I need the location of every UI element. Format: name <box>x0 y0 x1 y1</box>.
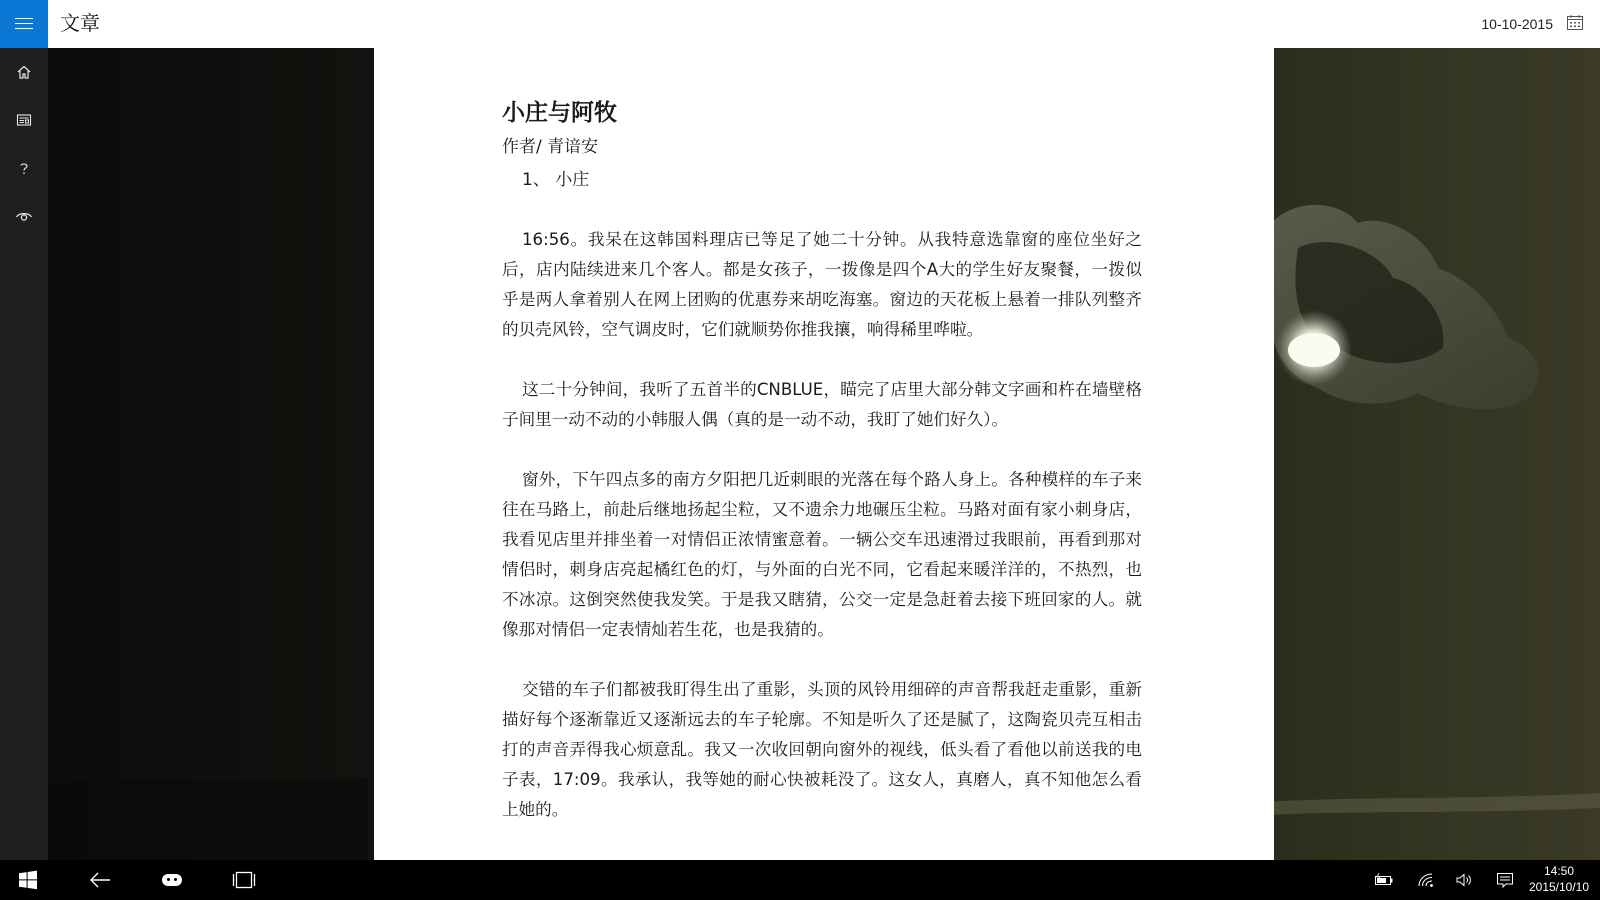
battery-icon <box>1374 873 1394 887</box>
back-arrow-icon <box>89 871 111 889</box>
article-paragraph: 这二十分钟间，我听了五首半的CNBLUE，瞄完了店里大部分韩文字画和杵在墙壁格子间里一动不动的小韩服人偶（真的是一动不动，我盯了她们好久）。 <box>502 380 1142 429</box>
article-section-heading: 1、 小庄 <box>522 170 590 190</box>
nav-rail <box>0 48 48 860</box>
calendar-icon[interactable] <box>1566 14 1584 32</box>
nav-view-button[interactable] <box>0 192 48 240</box>
taskbar-clock[interactable] <box>1524 863 1594 895</box>
nav-news-button[interactable] <box>0 96 48 144</box>
task-view-icon <box>232 870 256 890</box>
task-view-button[interactable] <box>220 860 268 900</box>
article-paragraph: 交错的车子们都被我盯得生出了重影，头顶的风铃用细碎的声音帮我赶走重影，重新描好每个逐渐靠近又逐渐远去的车子轮廓。不知是听久了还是腻了，这陶瓷贝壳互相击打的声音弄得我心烦意乱。我又一次收回朝向窗外的视线，低头看了看他以前送我的电子表，17:09。我承认，我等她的耐心快被耗没了。这女人，真磨人，真不知他怎么看上她的。 <box>502 680 1142 819</box>
action-center-tray[interactable] <box>1490 860 1520 900</box>
nav-home-button[interactable] <box>0 48 48 96</box>
hamburger-menu-button[interactable] <box>0 0 48 48</box>
home-icon <box>16 64 32 80</box>
volume-tray[interactable] <box>1449 860 1479 900</box>
article-author: 作者/ 青谙安 <box>502 137 599 157</box>
cortana-icon <box>160 871 184 889</box>
network-tray[interactable] <box>1411 860 1441 900</box>
clock-time: 14:50 <box>1543 864 1575 878</box>
article-content <box>502 96 1142 855</box>
news-icon <box>16 112 32 128</box>
taskbar <box>0 860 1600 900</box>
eye-icon <box>15 208 33 224</box>
windows-logo-icon <box>18 870 38 890</box>
article-paragraph: 窗外，下午四点多的南方夕阳把几近刺眼的光落在每个路人身上。各种模样的车子来往在马路上，前赴后继地扬起尘粒，又不遗余力地碾压尘粒。马路对面有家小刺身店，我看见店里并排坐着一对情侣正浓情蜜意着。一辆公交车迅速滑过我眼前，再看到那对情侣时，刺身店亮起橘红色的灯，与外面的白光不同，它看起来暖洋洋的，不热烈，也不冰凉。这倒突然使我发笑。于是我又瞎猜，公交一定是急赶着去接下班回家的人。就像那对情侣一定表情灿若生花，也是我猜的。 <box>502 470 1142 639</box>
action-center-icon <box>1496 872 1514 888</box>
battery-tray[interactable] <box>1369 860 1399 900</box>
article-page <box>374 48 1274 860</box>
app-title: 文章 <box>60 11 100 35</box>
help-icon <box>16 160 32 176</box>
start-button[interactable] <box>4 860 52 900</box>
title-bar <box>0 0 1600 48</box>
article-title: 小庄与阿牧 <box>502 100 617 126</box>
article-body <box>502 225 1142 825</box>
speaker-icon <box>1455 872 1473 888</box>
back-button[interactable] <box>76 860 124 900</box>
title-date: 10-10-2015 <box>1481 16 1553 32</box>
article-paragraph: 16:56。我呆在这韩国料理店已等足了她二十分钟。从我特意选靠窗的座位坐好之后，店内陆续进来几个客人。都是女孩子，一拨像是四个A大的学生好友聚餐，一拨似乎是两人拿着别人在网上团购的优惠券来胡吃海塞。窗边的天花板上悬着一排队列整齐的贝壳风铃，空气调皮时，它们就顺势你推我攘，响得稀里哗啦。 <box>502 230 1142 339</box>
cortana-button[interactable] <box>148 860 196 900</box>
nav-help-button[interactable] <box>0 144 48 192</box>
hamburger-icon <box>15 18 33 30</box>
wifi-icon <box>1417 872 1435 888</box>
clock-date: 2015/10/10 <box>1528 880 1590 894</box>
